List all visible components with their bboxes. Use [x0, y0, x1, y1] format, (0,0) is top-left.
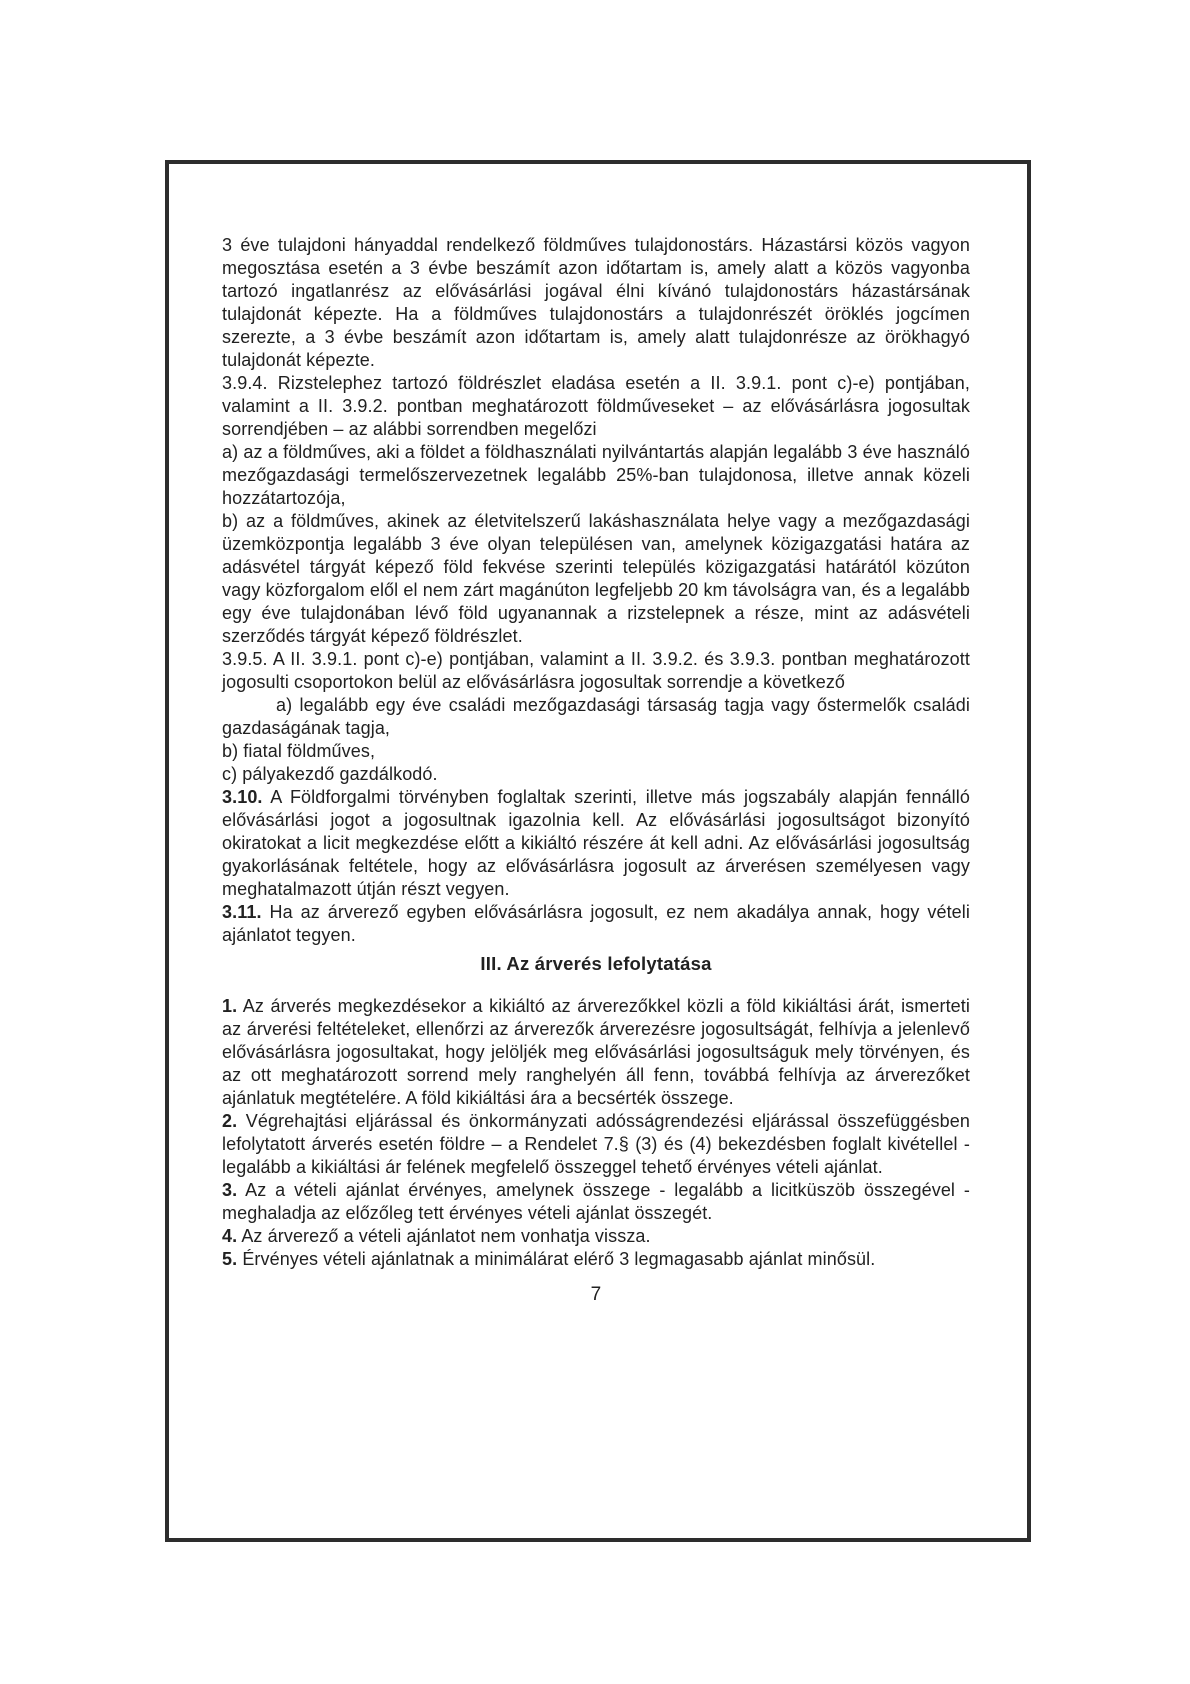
list-item-3-9-4-a: a) az a földműves, aki a földet a földhasználati nyilvántartás alapján legalább 3 éve használó mezőgazdasági termelőszervezetnek legalább 25%-ban tulajdonosa, illetve annak közeli hozzátartozója,: [222, 442, 970, 508]
point-3-text: Az a vételi ajánlat érvényes, amelynek összege - legalább a licitküszöb összegével - meghaladja az előzőleg tett érvényes vételi ajánlat összegét.: [222, 1180, 970, 1223]
list-item-3-9-5-c: c) pályakezdő gazdálkodó.: [222, 764, 438, 784]
paragraph-number-3-11: 3.11.: [222, 902, 262, 922]
list-item-3-9-5-b: b) fiatal földműves,: [222, 741, 376, 761]
list-item-3-9-4-b: b) az a földműves, akinek az életvitelszerű lakáshasználata helye vagy a mezőgazdasági üzemközpontja legalább 3 éve olyan településen van, amelynek közigazgatási határa az adásvétel tárgyát képező föld fekvése szerinti település közigazgatási határától közúton vagy közforgalom elől el nem zárt magánúton legfeljebb 20 km távolságra van, és a legalább egy éve tulajdonában lévő föld ugyanannak a rizstelepnek a része, mint az adásvételi szerződés tárgyát képező földrészlet.: [222, 511, 970, 646]
point-4-text: Az árverező a vételi ajánlatot nem vonhatja vissza.: [241, 1226, 651, 1246]
paragraph-3-11-text: Ha az árverező egyben elővásárlásra jogosult, ez nem akadálya annak, hogy vételi ajánlatot tegyen.: [222, 902, 970, 945]
page-number: 7: [590, 1284, 602, 1305]
point-2-text: Végrehajtási eljárással és önkormányzati adósságrendezési eljárással összefüggésben lefolytatott árverés esetén földre – a Rendelet 7.§ (3) és (4) bekezdésben foglalt kivétellel - legalább a kikiáltási ár felének megfelelő összeggel tehető érvényes vételi ajánlat.: [222, 1111, 970, 1177]
point-1-text: Az árverés megkezdésekor a kikiáltó az árverezőkkel közli a föld kikiáltási árát, ismerteti az árverési feltételeket, ellenőrzi az árverezők árverezésre jogosultságát, felhívja a jelenlevő elővásárlásra jogosultakat, hogy jelöljék meg elővásárlási jogosultságuk mely törvényen, és az ott meghatározott sorrend mely ranghelyén áll fenn, továbbá felhívja az árverezőket ajánlatuk megtételére. A föld kikiáltási ára a becsérték összege.: [222, 996, 970, 1108]
page-border-frame: [165, 160, 1031, 1542]
point-number-5: 5.: [222, 1249, 238, 1269]
point-5-text: Érvényes vételi ajánlatnak a minimálárat elérő 3 legmagasabb ajánlat minősül.: [242, 1249, 876, 1269]
paragraph-3-11: [222, 901, 970, 947]
paragraph-3-10: [222, 786, 970, 901]
paragraph-3-10-text: A Földforgalmi törvényben foglaltak szerinti, illetve más jogszabály alapján fennálló elővásárlási jogot a jogosultnak igazolnia kell. Az elővásárlási jogosultságot bizonyító okiratokat a licit megkezdése előtt a kikiáltó részére át kell adni. Az elővásárlási jogosultság gyakorlásának feltétele, hogy az elővásárlásra jogosult az árverésen személyesen vagy meghatalmazott útján részt vegyen.: [222, 787, 970, 899]
list-item-3-9-5-a: a) legalább egy éve családi mezőgazdasági társaság tagja vagy őstermelők családi gazdaságának tagja,: [222, 695, 970, 738]
numbered-point-1: [222, 995, 970, 1110]
numbered-point-3: [222, 1179, 970, 1225]
numbered-point-5: [222, 1248, 970, 1271]
paragraph-number-3-10: 3.10.: [222, 787, 263, 807]
point-number-2: 2.: [222, 1111, 238, 1131]
point-number-1: 1.: [222, 996, 238, 1016]
point-number-4: 4.: [222, 1226, 238, 1246]
numbered-point-4: [222, 1225, 970, 1248]
numbered-point-2: [222, 1110, 970, 1179]
paragraph-3-9-4: 3.9.4. Rizstelephez tartozó földrészlet eladása esetén a II. 3.9.1. pont c)-e) pontjában, valamint a II. 3.9.2. pontban meghatározott földműveseket – az elővásárlásra jogosultak sorrendjében – az alábbi sorrendben megelőzi: [222, 373, 970, 439]
paragraph-3-9-5: 3.9.5. A II. 3.9.1. pont c)-e) pontjában, valamint a II. 3.9.2. és 3.9.3. pontban meghatározott jogosulti csoportokon belül az elővásárlásra jogosultak sorrendje a következő: [222, 649, 970, 692]
point-number-3: 3.: [222, 1180, 238, 1200]
paragraph-coowner-3-years: 3 éve tulajdoni hányaddal rendelkező földműves tulajdonostárs. Házastársi közös vagyon megosztása esetén a 3 évbe beszámít azon időtartam is, amely alatt a közös vagyonba tartozó ingatlanrész az elővásárlási jogával élni kívánó tulajdonostárs házastársának tulajdonát képezte. Ha a földműves tulajdonostárs a tulajdonrészét öröklés jogcímen szerezte, a 3 évbe beszámít azon időtartam is, amely alatt tulajdonrésze az örökhagyó tulajdonát képezte.: [222, 235, 970, 370]
document-text-body: [222, 234, 970, 1306]
section-heading-auction-conduct: III. Az árverés lefolytatása: [480, 953, 712, 974]
